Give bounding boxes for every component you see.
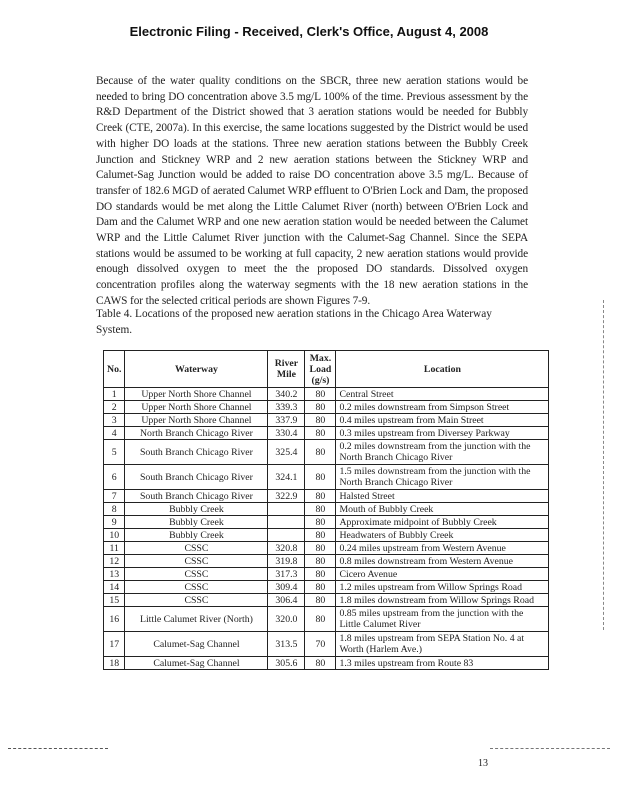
cell-waterway: Little Calumet River (North) [125, 607, 268, 632]
cell-river-mile: 340.2 [268, 388, 305, 401]
cell-waterway: Upper North Shore Channel [125, 414, 268, 427]
table-row [104, 503, 549, 516]
table-row [104, 632, 549, 657]
cell-max-load: 80 [305, 414, 336, 427]
cell-location: 1.8 miles upstream from SEPA Station No. 4 at Worth (Harlem Ave.) [336, 632, 549, 657]
cell-waterway: South Branch Chicago River [125, 440, 268, 465]
cell-max-load: 80 [305, 542, 336, 555]
cell-river-mile: 313.5 [268, 632, 305, 657]
table-row [104, 529, 549, 542]
cell-no: 6 [104, 465, 125, 490]
table-row [104, 440, 549, 465]
table-row [104, 401, 549, 414]
cell-location: 0.2 miles downstream from Simpson Street [336, 401, 549, 414]
cell-river-mile: 337.9 [268, 414, 305, 427]
divider [490, 748, 610, 749]
cell-river-mile: 325.4 [268, 440, 305, 465]
table-row [104, 542, 549, 555]
cell-location: Approximate midpoint of Bubbly Creek [336, 516, 549, 529]
cell-location: 1.8 miles downstream from Willow Springs Road [336, 594, 549, 607]
cell-no: 9 [104, 516, 125, 529]
cell-waterway: Calumet-Sag Channel [125, 632, 268, 657]
cell-river-mile: 339.3 [268, 401, 305, 414]
cell-waterway: CSSC [125, 555, 268, 568]
cell-waterway: Upper North Shore Channel [125, 388, 268, 401]
cell-no: 12 [104, 555, 125, 568]
cell-max-load: 80 [305, 529, 336, 542]
header-river-mile: River Mile [268, 351, 305, 388]
table-row [104, 388, 549, 401]
header-waterway: Waterway [125, 351, 268, 388]
cell-no: 17 [104, 632, 125, 657]
header-max-load: Max. Load (g/s) [305, 351, 336, 388]
cell-waterway: Upper North Shore Channel [125, 401, 268, 414]
cell-location: 1.2 miles upstream from Willow Springs Road [336, 581, 549, 594]
table-row [104, 516, 549, 529]
cell-location: 0.85 miles upstream from the junction with the Little Calumet River [336, 607, 549, 632]
cell-location: Headwaters of Bubbly Creek [336, 529, 549, 542]
cell-location: 0.24 miles upstream from Western Avenue [336, 542, 549, 555]
cell-max-load: 80 [305, 607, 336, 632]
cell-river-mile [268, 503, 305, 516]
cell-no: 13 [104, 568, 125, 581]
table-row [104, 555, 549, 568]
cell-max-load: 80 [305, 427, 336, 440]
cell-no: 1 [104, 388, 125, 401]
cell-river-mile: 324.1 [268, 465, 305, 490]
cell-location: 1.5 miles downstream from the junction with the North Branch Chicago River [336, 465, 549, 490]
table-row [104, 568, 549, 581]
cell-no: 3 [104, 414, 125, 427]
cell-waterway: CSSC [125, 581, 268, 594]
cell-max-load: 80 [305, 568, 336, 581]
cell-waterway: Bubbly Creek [125, 529, 268, 542]
cell-river-mile: 322.9 [268, 490, 305, 503]
cell-location: 0.3 miles upstream from Diversey Parkway [336, 427, 549, 440]
header-no: No. [104, 351, 125, 388]
cell-max-load: 80 [305, 465, 336, 490]
cell-river-mile: 330.4 [268, 427, 305, 440]
cell-no: 4 [104, 427, 125, 440]
cell-max-load: 80 [305, 490, 336, 503]
table-row [104, 465, 549, 490]
cell-location: 0.4 miles upstream from Main Street [336, 414, 549, 427]
table-row [104, 490, 549, 503]
cell-location: 1.3 miles upstream from Route 83 [336, 657, 549, 670]
cell-no: 8 [104, 503, 125, 516]
aeration-stations-table [103, 350, 549, 670]
cell-no: 10 [104, 529, 125, 542]
cell-river-mile [268, 516, 305, 529]
body-paragraph: Because of the water quality conditions on the SBCR, three new aeration stations would be needed to bring DO concentration above 3.5 mg/L 100% of the time. Previous assessment by the R&D Department of the District showed that 3 aeration stations would be needed for Bubbly Creek (CTE, 2007a). In this exercise, the same locations suggested by the District would be used with higher DO loads at the stations. Three new aeration stations between the Bubbly Creek Junction and Stickney WRP and 2 new aeration stations between the Stickney WRP and Calumet-Sag Junction would be added to raise DO concentration above 3.5 mg/L. Because of transfer of 182.6 MGD of aerated Calumet WRP effluent to O'Brien Lock and Dam, the proposed DO standards would be met along the Little Calumet River (north) between O'Brien Lock and Dam and the Calumet WRP and one new aeration station would be needed between the Calumet WRP and the Little Calumet River junction with the Calumet-Sag Channel. Since the SEPA stations would be assumed to be working at full capacity, 2 new aeration stations would provide enough dissolved oxygen to meet the the proposed DO standards. Dissolved oxygen concentration profiles along the waterway segments with the 18 new aeration stations in the CAWS for the selected critical periods are shown Figures 7-9. [96, 75, 528, 307]
cell-max-load: 80 [305, 516, 336, 529]
cell-location: Halsted Street [336, 490, 549, 503]
cell-waterway: South Branch Chicago River [125, 490, 268, 503]
table-row [104, 607, 549, 632]
cell-max-load: 70 [305, 632, 336, 657]
table-row [104, 427, 549, 440]
cell-location: 0.2 miles downstream from the junction with the North Branch Chicago River [336, 440, 549, 465]
cell-no: 2 [104, 401, 125, 414]
cell-max-load: 80 [305, 594, 336, 607]
cell-waterway: North Branch Chicago River [125, 427, 268, 440]
cell-river-mile: 320.8 [268, 542, 305, 555]
cell-river-mile: 317.3 [268, 568, 305, 581]
header-location: Location [336, 351, 549, 388]
cell-no: 18 [104, 657, 125, 670]
cell-max-load: 80 [305, 388, 336, 401]
cell-river-mile: 305.6 [268, 657, 305, 670]
cell-river-mile: 306.4 [268, 594, 305, 607]
cell-waterway: Bubbly Creek [125, 503, 268, 516]
cell-no: 5 [104, 440, 125, 465]
divider [8, 748, 108, 749]
cell-river-mile [268, 529, 305, 542]
cell-no: 7 [104, 490, 125, 503]
cell-max-load: 80 [305, 657, 336, 670]
cell-location: Cicero Avenue [336, 568, 549, 581]
cell-max-load: 80 [305, 401, 336, 414]
cell-waterway: CSSC [125, 568, 268, 581]
table-row [104, 414, 549, 427]
cell-max-load: 80 [305, 503, 336, 516]
page-number: 13 [478, 758, 488, 769]
table-row [104, 594, 549, 607]
cell-waterway: Bubbly Creek [125, 516, 268, 529]
cell-river-mile: 319.8 [268, 555, 305, 568]
cell-max-load: 80 [305, 581, 336, 594]
cell-no: 14 [104, 581, 125, 594]
table-caption: Table 4. Locations of the proposed new aeration stations in the Chicago Area Waterway System. [96, 308, 492, 336]
table-row [104, 581, 549, 594]
table-header-row [104, 351, 549, 388]
cell-no: 16 [104, 607, 125, 632]
cell-no: 15 [104, 594, 125, 607]
cell-waterway: CSSC [125, 594, 268, 607]
cell-waterway: Calumet-Sag Channel [125, 657, 268, 670]
cell-max-load: 80 [305, 555, 336, 568]
cell-location: 0.8 miles downstream from Western Avenue [336, 555, 549, 568]
scan-margin-line [603, 300, 604, 630]
cell-location: Central Street [336, 388, 549, 401]
cell-waterway: South Branch Chicago River [125, 465, 268, 490]
cell-waterway: CSSC [125, 542, 268, 555]
table-row [104, 657, 549, 670]
cell-river-mile: 309.4 [268, 581, 305, 594]
filing-stamp-header: Electronic Filing - Received, Clerk's Office, August 4, 2008 [129, 24, 489, 39]
cell-location: Mouth of Bubbly Creek [336, 503, 549, 516]
cell-no: 11 [104, 542, 125, 555]
cell-river-mile: 320.0 [268, 607, 305, 632]
cell-max-load: 80 [305, 440, 336, 465]
